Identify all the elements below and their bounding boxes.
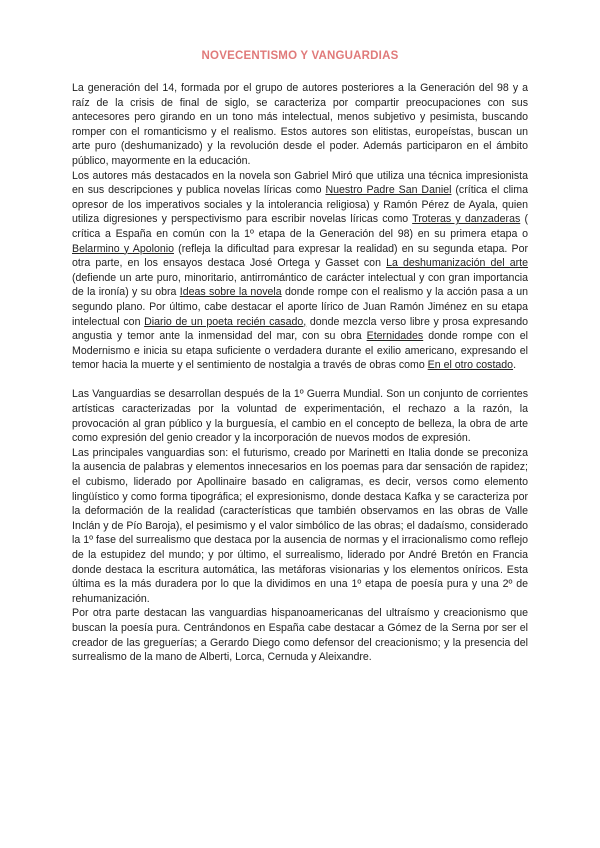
- text-run: donde rompe con el realismo y la acción pasa a un segundo plano. Por último, cabe destacar el aporte lírico de Juan Ramón Jiménez en su etapa intelectual con: [72, 286, 528, 328]
- document-title: NOVECENTISMO Y VANGUARDIAS: [201, 50, 399, 62]
- work-title-troteras-y-danzaderas: Troteras y danzaderas: [412, 213, 521, 226]
- paragraph-generacion-14: La generación del 14, formada por el grupo de autores posteriores a la Generación del 98 y a raíz de la crisis de final de siglo, se caracteriza por compartir preocupaciones con sus antecesores pero girando en un tono más intelectual, menos subjetivo y pesimista, buscando romper con el romanticismo y el realismo. Estos autores son elitistas, europeístas, buscan un arte puro (deshumanizado) y la revolución desde el poder. Además participaron en el ámbito público, mayormente en la educación.: [72, 82, 528, 167]
- paragraph-spacer: [72, 373, 528, 388]
- paragraph-vanguardias-hispanoamericanas: Por otra parte destacan las vanguardias hispanoamericanas del ultraísmo y creacionismo que buscan la poesía pura. Centrándonos en España cabe destacar a Gómez de la Serna por ser el creador de las greguerías; a Gerardo Diego como defensor del creacionismo; y la presencia del surrealismo de la mano de Alberti, Lorca, Cernuda y Aleixandre.: [72, 607, 528, 664]
- paragraph-principales-vanguardias: Las principales vanguardias son: el futurismo, creado por Marinetti en Italia donde se preconiza la ausencia de palabras y elementos innecesarios en los poemas para dar sensación de rapidez; el cubismo, liderado por Apollinaire basado en caligramas, es decir, versos como elemento lingüístico y como forma tipográfica; el expresionismo, donde destaca Kafka y se caracteriza por la deformación de la realidad (características que también observamos en las obras de Valle Inclán y de Pío Baroja), el pesimismo y el valor simbólico de las obras; el dadaísmo, considerado la 1º fase del surrealismo que destaca por la ausencia de normas y el irracionalismo como reflejo de la estupidez del mundo; y por último, el surrealismo, liderado por André Bretón en Francia donde destaca la escritura automática, las metáforas visionarias y los elementos oníricos. Esta última es la más duradera por lo que la dividimos en una 1º etapa de poesía pura y una 2º de rehumanización.: [72, 446, 528, 605]
- text-run: donde mezcla verso libre y prosa expresando angustia y temor ante la inmensidad del mar, con su obra: [72, 315, 529, 343]
- work-title-belarmino-y-apolonio: Belarmino y Apolonio: [72, 242, 174, 255]
- work-title-eternidades: Eternidades: [366, 330, 424, 343]
- paragraph-autores-novecentistas: [72, 169, 528, 373]
- paragraph-vanguardias-intro: Las Vanguardias se desarrollan después de la 1º Guerra Mundial. Son un conjunto de corrientes artísticas caracterizadas por la voluntad de experimentación, el rechazo a la razón, la provocación al gran público y la burguesía, el cambio en el concepto de belleza, la obra de arte como expresión del genio creador y la incorporación de nuevos modos de expresión.: [72, 388, 528, 445]
- work-title-nuestro-padre-san-daniel: Nuestro Padre San Daniel: [325, 184, 452, 197]
- text-run: .: [513, 359, 517, 372]
- work-title-ideas-sobre-la-novela: Ideas sobre la novela: [179, 286, 282, 299]
- work-title-en-el-otro-costado: En el otro costado: [427, 359, 514, 372]
- work-title-la-deshumanizacion-del-arte: La deshumanización del arte: [386, 257, 529, 270]
- text-run: ( crítica a España en común con la 1º etapa de la Generación del 98) en su primera etapa o: [72, 213, 528, 240]
- text-run: Los autores más destacados en la novela son Gabriel Miró que utiliza una técnica impresionista en sus descripciones y publica novelas líricas como: [72, 169, 528, 197]
- text-run: (crítica el clima opresor de los imperativos sociales y la intolerancia religiosa) y Ramón Pérez de Ayala, quien utiliza digresiones y perspectivismo para escribir novelas líricas como: [72, 184, 529, 226]
- text-run: donde rompe con el Modernismo e inicia su etapa suficiente o verdadera durante el exilio americano, expresando el temor hacia la muerte y el sentimiento de nostalgia a través de obras como: [72, 330, 529, 372]
- text-run: (refleja la dificultad para expresar la realidad) en su segunda etapa. Por otra parte, en los ensayos destaca José Ortega y Gasset con: [72, 242, 529, 270]
- text-run: (defiende un arte puro, minoritario, antirromántico de carácter intelectual y con gran importancia de la ironía) y su obra: [72, 271, 528, 299]
- work-title-diario-de-un-poeta: Diario de un poeta recién casado,: [144, 315, 307, 328]
